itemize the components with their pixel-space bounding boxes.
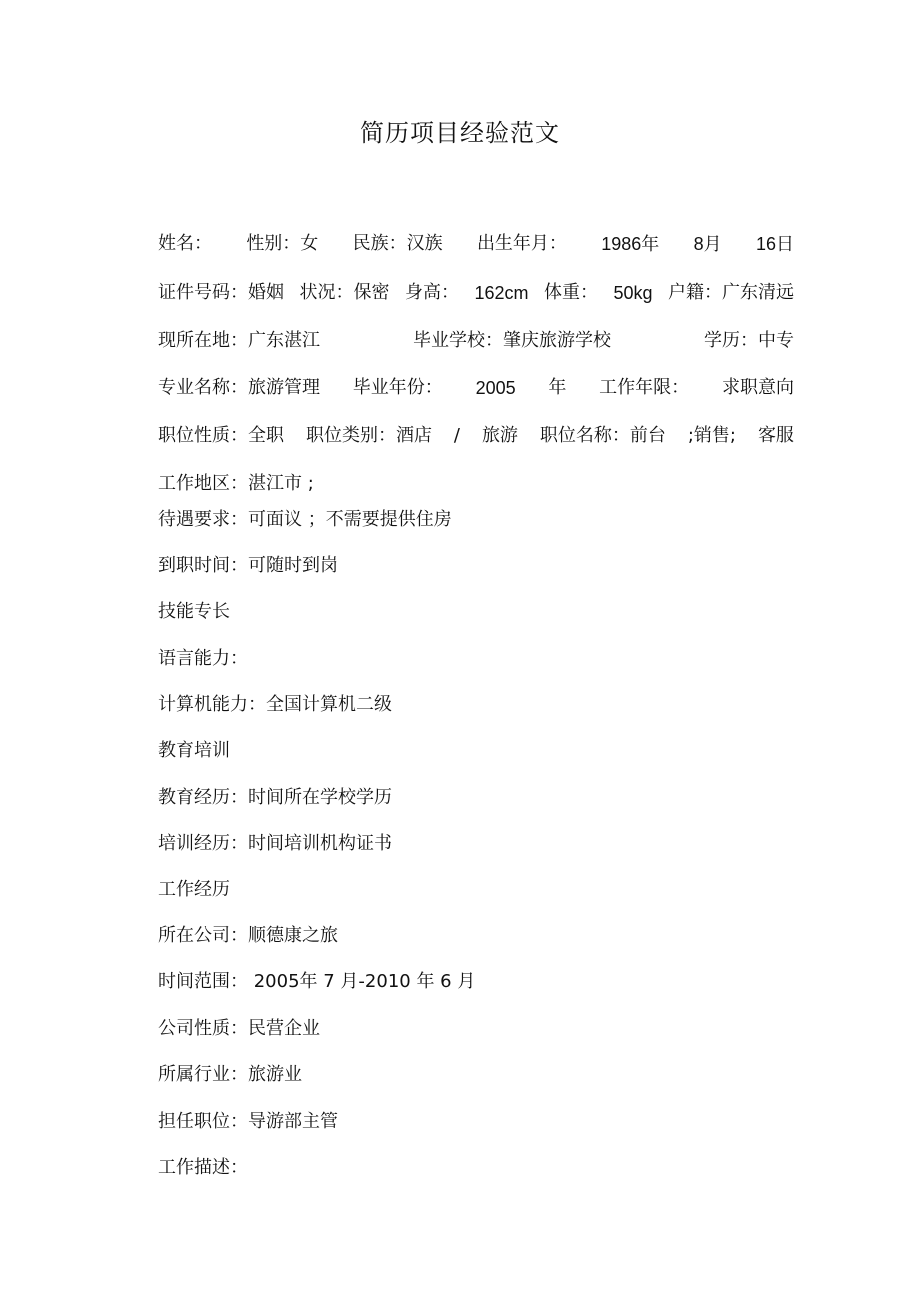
job-title-customer-service: 客服	[757, 425, 794, 446]
graduation-year-label: 毕业年份：	[352, 377, 443, 398]
personal-info-row-2	[158, 280, 794, 306]
height-value: 162cm	[474, 283, 529, 303]
personal-info-row-1	[158, 231, 794, 257]
work-years-label: 工作年限：	[599, 377, 690, 398]
personal-info-row-3	[158, 328, 794, 354]
major-field: 专业名称：旅游管理	[158, 377, 320, 398]
name-label: 姓名：	[158, 233, 212, 254]
graduation-year-value: 2005	[475, 378, 516, 398]
birth-day: 16日	[755, 234, 794, 254]
gender-field: 性别：女	[246, 233, 319, 254]
company-type-field: 公司性质：民营企业	[158, 1018, 320, 1039]
weight-label: 体重：	[543, 282, 598, 303]
job-nature-field: 职位性质：全职	[158, 425, 284, 446]
description-label: 工作描述：	[158, 1157, 248, 1178]
language-field: 语言能力：	[158, 648, 248, 669]
current-location-field: 现所在地：广东湛江	[158, 330, 320, 351]
ethnicity-field: 民族：汉族	[352, 233, 443, 254]
training-field: 培训经历：时间培训机构证书	[158, 833, 392, 854]
personal-info-row-4	[158, 375, 794, 401]
weight-value: 50kg	[613, 283, 653, 303]
birth-date-label: 出生年月：	[476, 233, 567, 254]
degree-field: 学历：中专	[704, 330, 794, 351]
category-separator: /	[453, 425, 460, 446]
page-title: 简历项目经验范文	[360, 119, 560, 147]
work-heading: 工作经历	[158, 879, 230, 900]
computer-skill-field: 计算机能力：全国计算机二级	[158, 694, 392, 715]
industry-field: 所属行业：旅游业	[158, 1064, 302, 1085]
personal-info-row-5	[158, 423, 794, 449]
skills-heading: 技能专长	[158, 601, 230, 622]
job-category-field: 职位类别：酒店	[305, 425, 432, 446]
school-field: 毕业学校：肇庆旅游学校	[413, 330, 611, 351]
graduation-year-unit: 年	[548, 377, 567, 398]
job-title-field: 职位名称：前台	[539, 425, 666, 446]
company-field: 所在公司：顺德康之旅	[158, 925, 338, 946]
job-title-sales: ;销售;	[687, 425, 736, 446]
position-field: 担任职位：导游部主管	[158, 1111, 338, 1132]
hometown-field: 户籍：广东清远	[667, 282, 794, 303]
category-tourism: 旅游	[481, 425, 518, 446]
marital-status-field: 状况：保密	[299, 282, 390, 303]
job-intention-label: 求职意向	[721, 377, 794, 398]
id-marital-label: 证件号码：婚姻	[158, 282, 284, 303]
start-time-field: 到职时间：可随时到岗	[158, 555, 338, 576]
work-area-field: 工作地区：湛江市 ;	[158, 473, 314, 494]
education-field: 教育经历：时间所在学校学历	[158, 787, 392, 808]
education-heading: 教育培训	[158, 740, 230, 761]
salary-field: 待遇要求：可面议 ；不需要提供住房	[158, 509, 452, 530]
height-label: 身高：	[404, 282, 459, 303]
period-field: 时间范围： 2005年 7 月-2010 年 6 月	[158, 971, 476, 992]
birth-year: 1986年	[601, 234, 660, 254]
birth-month: 8月	[693, 234, 722, 254]
